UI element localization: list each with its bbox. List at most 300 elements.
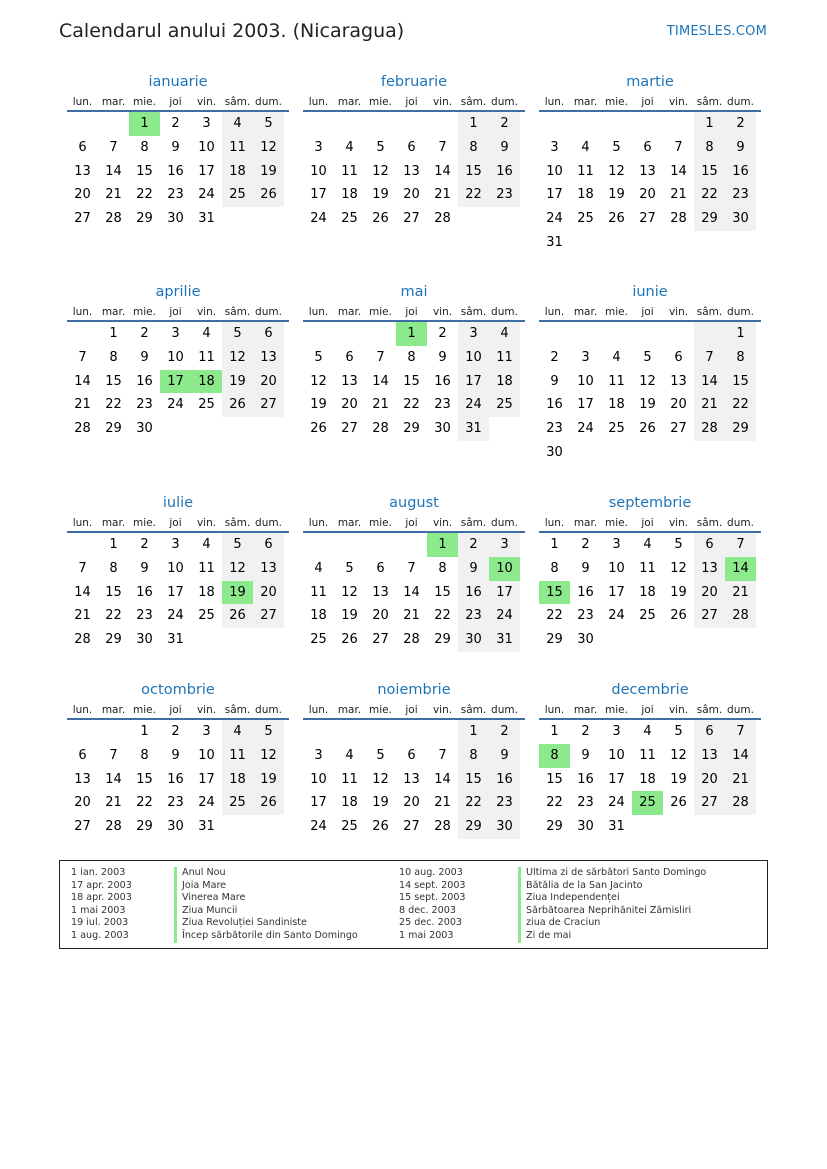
day-cell: 11 [198, 560, 215, 576]
week-row [539, 791, 761, 815]
day-cell: 6 [78, 139, 87, 155]
day-cell: 24 [167, 397, 184, 413]
empty-cell [632, 231, 663, 255]
day-cell: 5 [222, 322, 253, 346]
day-cell: 17 [198, 771, 215, 787]
weekday-label: lun. [72, 517, 93, 529]
empty-cell [539, 112, 570, 136]
day-cell: 26 [222, 393, 253, 417]
empty-cell [570, 322, 601, 346]
weekday-label: mar. [101, 704, 126, 716]
month-title: iunie [632, 284, 668, 300]
day-cell: 8 [550, 560, 559, 576]
holiday-entry: 1 ian. 2003 [71, 867, 126, 878]
day-cell: 12 [222, 346, 253, 370]
weekday-label: dum. [727, 96, 754, 108]
day-cell: 18 [222, 768, 253, 792]
week-row [539, 815, 761, 839]
day-cell: 7 [407, 560, 416, 576]
holiday-day-cell: 17 [160, 370, 191, 394]
empty-cell [570, 112, 601, 136]
day-cell: 16 [136, 584, 153, 600]
empty-cell [601, 441, 632, 465]
weekday-label: sâm. [696, 517, 723, 529]
weekday-label: vin. [432, 306, 453, 318]
day-cell: 27 [403, 211, 420, 227]
day-cell: 17 [546, 187, 563, 203]
week-row [303, 768, 525, 792]
day-cell: 28 [105, 211, 122, 227]
month-title: octombrie [141, 682, 215, 698]
empty-cell [694, 628, 725, 652]
day-cell: 23 [434, 397, 451, 413]
week-row [539, 720, 761, 744]
day-cell: 11 [222, 744, 253, 768]
empty-cell [334, 112, 365, 136]
empty-cell [663, 322, 694, 346]
day-cell: 6 [674, 349, 683, 365]
week-row [303, 112, 525, 136]
day-cell: 22 [403, 397, 420, 413]
weekday-label: vin. [196, 517, 217, 529]
day-cell: 19 [341, 608, 358, 624]
weekday-label: mar. [337, 704, 362, 716]
day-cell: 11 [310, 584, 327, 600]
day-cell: 7 [438, 747, 447, 763]
week-row [303, 370, 525, 394]
day-cell: 4 [643, 537, 652, 552]
day-cell: 25 [310, 632, 327, 648]
empty-cell [694, 441, 725, 465]
day-cell: 23 [167, 187, 184, 203]
empty-cell [303, 112, 334, 136]
day-cell: 31 [546, 234, 563, 250]
day-cell: 22 [546, 608, 563, 624]
day-cell: 30 [458, 628, 489, 652]
day-cell: 30 [577, 819, 594, 835]
empty-cell [365, 533, 396, 557]
day-cell: 21 [725, 581, 756, 605]
day-cell: 4 [222, 720, 253, 744]
empty-cell [365, 322, 396, 346]
month-title: septembrie [608, 495, 692, 511]
empty-cell [427, 720, 458, 744]
day-cell: 11 [198, 349, 215, 365]
day-cell: 13 [253, 557, 284, 581]
day-cell: 31 [458, 417, 489, 441]
week-row [539, 136, 761, 160]
weekday-label: sâm. [460, 306, 487, 318]
day-cell: 5 [253, 720, 284, 744]
holiday-names-left [174, 867, 358, 943]
day-cell: 22 [105, 397, 122, 413]
day-cell: 28 [434, 819, 451, 835]
weekday-label: joi [641, 704, 654, 716]
day-cell: 27 [639, 211, 656, 227]
day-cell: 3 [314, 747, 323, 763]
day-cell: 14 [670, 163, 687, 179]
weekday-label: sâm. [224, 704, 251, 716]
empty-cell [253, 417, 284, 441]
day-cell: 14 [105, 771, 122, 787]
day-cell: 17 [458, 370, 489, 394]
day-cell: 13 [694, 557, 725, 581]
empty-cell [458, 207, 489, 231]
weekday-label: mie. [369, 517, 392, 529]
month-title: ianuarie [148, 74, 208, 90]
empty-cell [365, 112, 396, 136]
day-cell: 1 [725, 322, 756, 346]
weekday-label: sâm. [224, 306, 251, 318]
week-row [539, 346, 761, 370]
day-cell: 23 [546, 421, 563, 437]
day-cell: 9 [171, 139, 180, 155]
day-cell: 9 [438, 349, 447, 365]
empty-cell [663, 628, 694, 652]
day-cell: 15 [136, 771, 153, 787]
empty-cell [396, 720, 427, 744]
day-cell: 29 [136, 819, 153, 835]
month-title: februarie [380, 74, 448, 90]
week-row [539, 557, 761, 581]
week-row [67, 112, 289, 136]
weekday-label: lun. [544, 96, 565, 108]
day-cell: 14 [105, 163, 122, 179]
day-cell: 18 [341, 795, 358, 811]
weekday-header [67, 703, 289, 720]
day-cell: 13 [74, 771, 91, 787]
day-cell: 21 [403, 608, 420, 624]
weekday-header [539, 95, 761, 112]
day-cell: 14 [725, 744, 756, 768]
weekday-header [303, 95, 525, 112]
day-cell: 13 [372, 584, 389, 600]
day-cell: 3 [581, 349, 590, 365]
day-cell: 21 [372, 397, 389, 413]
day-cell: 8 [458, 136, 489, 160]
month-title: august [389, 495, 439, 511]
holiday-entry: 19 iul. 2003 [71, 917, 129, 929]
empty-cell [98, 720, 129, 744]
month-aprilie [67, 282, 289, 441]
day-cell: 28 [403, 632, 420, 648]
empty-cell [663, 112, 694, 136]
weekday-label: sâm. [460, 704, 487, 716]
day-cell: 7 [674, 139, 683, 155]
weekday-label: mie. [369, 704, 392, 716]
day-cell: 16 [458, 581, 489, 605]
holiday-day-cell: 1 [396, 322, 427, 346]
day-cell: 20 [403, 187, 420, 203]
day-cell: 11 [341, 771, 358, 787]
day-cell: 13 [253, 346, 284, 370]
week-row [539, 231, 761, 255]
week-row [539, 581, 761, 605]
day-cell: 18 [198, 584, 215, 600]
day-cell: 23 [489, 183, 520, 207]
empty-cell [191, 417, 222, 441]
weekday-label: vin. [668, 517, 689, 529]
weekday-label: dum. [491, 517, 518, 529]
day-cell: 28 [670, 211, 687, 227]
empty-cell [539, 322, 570, 346]
day-cell: 9 [489, 744, 520, 768]
week-row [303, 393, 525, 417]
week-row [539, 417, 761, 441]
week-row [67, 346, 289, 370]
day-cell: 29 [136, 211, 153, 227]
day-cell: 3 [314, 139, 323, 155]
month-iunie [539, 282, 761, 465]
weekday-label: lun. [544, 306, 565, 318]
day-cell: 1 [109, 537, 118, 552]
day-cell: 2 [438, 326, 447, 341]
day-cell: 1 [140, 724, 149, 739]
day-cell: 30 [577, 632, 594, 648]
day-cell: 24 [608, 795, 625, 811]
week-row [303, 346, 525, 370]
day-cell: 27 [253, 393, 284, 417]
empty-cell [694, 322, 725, 346]
day-cell: 28 [372, 421, 389, 437]
day-cell: 23 [725, 183, 756, 207]
day-cell: 24 [577, 421, 594, 437]
day-cell: 5 [674, 537, 683, 552]
day-cell: 18 [608, 397, 625, 413]
empty-cell [303, 322, 334, 346]
holiday-dates-right [399, 867, 466, 943]
day-cell: 19 [372, 795, 389, 811]
day-cell: 23 [577, 608, 594, 624]
day-cell: 21 [434, 795, 451, 811]
day-cell: 8 [109, 349, 118, 365]
day-cell: 5 [314, 349, 323, 365]
day-cell: 4 [345, 139, 354, 155]
day-cell: 16 [136, 373, 153, 389]
empty-cell [396, 533, 427, 557]
day-cell: 30 [725, 207, 756, 231]
day-cell: 19 [222, 370, 253, 394]
day-cell: 14 [74, 584, 91, 600]
day-cell: 7 [109, 747, 118, 763]
day-cell: 7 [725, 533, 756, 557]
day-cell: 22 [136, 795, 153, 811]
holiday-entry: Ziua Muncii [174, 905, 358, 918]
day-cell: 2 [140, 537, 149, 552]
day-cell: 1 [550, 537, 559, 552]
day-cell: 27 [372, 632, 389, 648]
day-cell: 20 [341, 397, 358, 413]
weekday-label: mar. [573, 306, 598, 318]
day-cell: 17 [608, 771, 625, 787]
day-cell: 4 [202, 537, 211, 552]
day-cell: 22 [136, 187, 153, 203]
day-cell: 2 [550, 349, 559, 365]
day-cell: 30 [434, 421, 451, 437]
day-cell: 9 [458, 557, 489, 581]
day-cell: 10 [310, 163, 327, 179]
day-cell: 6 [253, 322, 284, 346]
weekday-label: vin. [196, 306, 217, 318]
day-cell: 10 [546, 163, 563, 179]
day-cell: 8 [109, 560, 118, 576]
day-cell: 10 [458, 346, 489, 370]
weekday-label: vin. [432, 704, 453, 716]
day-cell: 12 [670, 560, 687, 576]
day-cell: 26 [341, 632, 358, 648]
empty-cell [489, 207, 520, 231]
holiday-entry: Ziua Independenței [518, 892, 706, 905]
empty-cell [67, 533, 98, 557]
day-cell: 31 [198, 819, 215, 835]
day-cell: 30 [167, 819, 184, 835]
week-row [67, 628, 289, 652]
day-cell: 9 [581, 560, 590, 576]
day-cell: 19 [310, 397, 327, 413]
day-cell: 31 [608, 819, 625, 835]
day-cell: 13 [670, 373, 687, 389]
weekday-label: mar. [101, 96, 126, 108]
day-cell: 21 [694, 393, 725, 417]
day-cell: 19 [253, 768, 284, 792]
day-cell: 12 [222, 557, 253, 581]
empty-cell [663, 815, 694, 839]
day-cell: 16 [546, 397, 563, 413]
day-cell: 17 [608, 584, 625, 600]
weekday-label: lun. [72, 96, 93, 108]
holiday-entry: Sărbătoarea Neprihănitei Zămisliri [518, 905, 706, 918]
day-cell: 25 [639, 608, 656, 624]
weekday-label: mie. [369, 96, 392, 108]
day-cell: 16 [489, 768, 520, 792]
day-cell: 24 [310, 819, 327, 835]
day-cell: 28 [74, 632, 91, 648]
day-cell: 24 [198, 795, 215, 811]
holiday-entry: 18 apr. 2003 [71, 892, 132, 904]
empty-cell [334, 720, 365, 744]
day-cell: 21 [725, 768, 756, 792]
week-row [67, 604, 289, 628]
holiday-day-cell: 18 [191, 370, 222, 394]
day-cell: 11 [639, 747, 656, 763]
day-cell: 16 [167, 771, 184, 787]
brand-link[interactable]: TIMESLES.COM [666, 24, 767, 39]
empty-cell [601, 322, 632, 346]
day-cell: 14 [403, 584, 420, 600]
day-cell: 12 [670, 747, 687, 763]
day-cell: 10 [310, 771, 327, 787]
day-cell: 8 [725, 346, 756, 370]
holiday-entry: Ultima zi de sărbători Santo Domingo [518, 867, 706, 880]
holiday-entry: 1 mai 2003 [71, 904, 126, 916]
day-cell: 17 [198, 163, 215, 179]
week-row [303, 322, 525, 346]
day-cell: 13 [74, 163, 91, 179]
holiday-entry: Încep sărbătorile din Santo Domingo [174, 930, 358, 943]
holiday-day-cell: 25 [632, 791, 663, 815]
empty-cell [191, 628, 222, 652]
holiday-day-cell: 14 [725, 557, 756, 581]
day-cell: 29 [546, 819, 563, 835]
day-cell: 2 [725, 112, 756, 136]
day-cell: 27 [403, 819, 420, 835]
day-cell: 1 [458, 720, 489, 744]
day-cell: 2 [140, 326, 149, 341]
day-cell: 3 [489, 533, 520, 557]
holiday-entry: 17 apr. 2003 [71, 879, 132, 891]
weekday-label: dum. [255, 517, 282, 529]
day-cell: 20 [74, 795, 91, 811]
day-cell: 29 [546, 632, 563, 648]
day-cell: 5 [376, 139, 385, 155]
day-cell: 7 [438, 139, 447, 155]
day-cell: 10 [167, 349, 184, 365]
weekday-label: mie. [133, 96, 156, 108]
day-cell: 28 [74, 421, 91, 437]
day-cell: 17 [310, 187, 327, 203]
empty-cell [632, 112, 663, 136]
day-cell: 29 [434, 632, 451, 648]
week-row [67, 815, 289, 839]
day-cell: 29 [403, 421, 420, 437]
month-title: decembrie [611, 682, 689, 698]
day-cell: 9 [550, 373, 559, 389]
holiday-entry: 10 aug. 2003 [399, 867, 463, 878]
day-cell: 10 [608, 747, 625, 763]
weekday-label: joi [405, 306, 418, 318]
day-cell: 22 [694, 183, 725, 207]
weekday-label: dum. [255, 704, 282, 716]
day-cell: 2 [489, 720, 520, 744]
day-cell: 8 [140, 747, 149, 763]
holiday-dates-left [71, 867, 132, 943]
day-cell: 3 [202, 116, 211, 131]
day-cell: 13 [694, 744, 725, 768]
day-cell: 2 [458, 533, 489, 557]
day-cell: 30 [546, 444, 563, 460]
day-cell: 26 [253, 791, 284, 815]
week-row [67, 791, 289, 815]
week-row [67, 720, 289, 744]
weekday-label: lun. [544, 517, 565, 529]
day-cell: 29 [694, 207, 725, 231]
empty-cell [427, 112, 458, 136]
week-row [303, 183, 525, 207]
week-row [303, 160, 525, 184]
weekday-label: mie. [133, 704, 156, 716]
day-cell: 24 [310, 211, 327, 227]
empty-cell [98, 112, 129, 136]
day-cell: 4 [314, 560, 323, 576]
empty-cell [632, 322, 663, 346]
day-cell: 9 [140, 560, 149, 576]
day-cell: 30 [167, 211, 184, 227]
week-row [303, 815, 525, 839]
week-row [67, 370, 289, 394]
day-cell: 16 [434, 373, 451, 389]
day-cell: 11 [489, 346, 520, 370]
holiday-entry: 15 sept. 2003 [399, 892, 466, 904]
week-row [67, 183, 289, 207]
day-cell: 19 [372, 187, 389, 203]
day-cell: 16 [577, 771, 594, 787]
day-cell: 19 [639, 397, 656, 413]
day-cell: 15 [458, 768, 489, 792]
empty-cell [725, 815, 756, 839]
day-cell: 24 [458, 393, 489, 417]
week-row [539, 160, 761, 184]
day-cell: 6 [694, 533, 725, 557]
